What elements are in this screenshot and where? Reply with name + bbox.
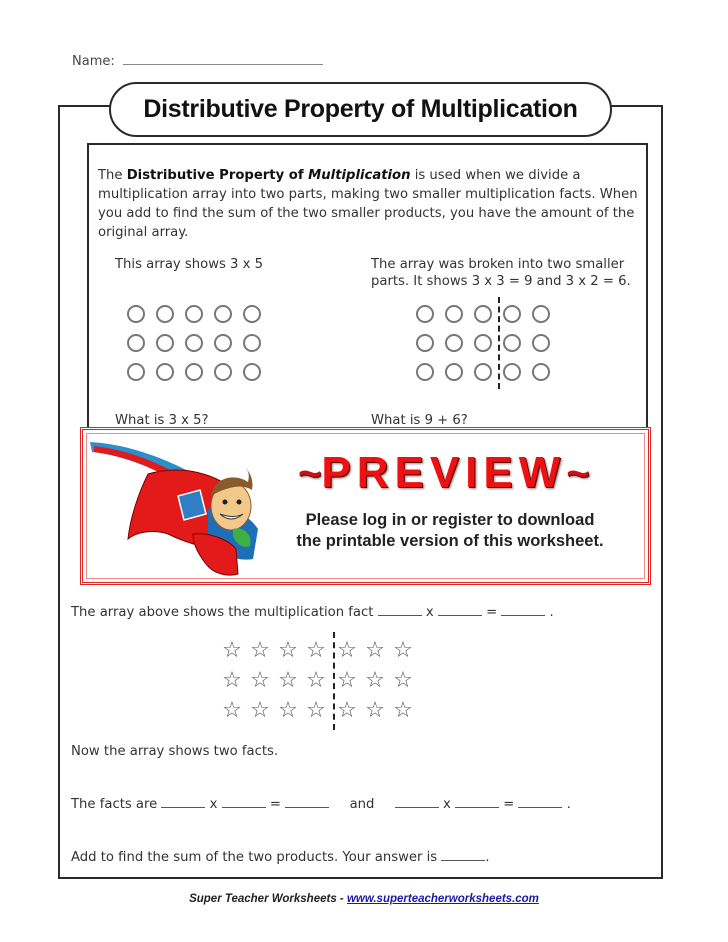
question-4 — [71, 849, 490, 865]
circle-icon — [156, 363, 174, 381]
circle-icon — [185, 334, 203, 352]
intro-bold-term: Distributive Property of — [126, 168, 309, 183]
circle-icon — [474, 363, 492, 381]
circle-icon — [503, 305, 521, 323]
circle-icon — [416, 363, 434, 381]
times-sign: x — [442, 797, 451, 812]
star-icon: ☆ — [250, 698, 270, 723]
footer-link[interactable]: www.superteacherworksheets.com — [346, 893, 539, 905]
outer-frame-top-left — [58, 105, 113, 107]
equals-sign: = — [269, 797, 281, 812]
answer-blank[interactable] — [501, 604, 545, 616]
star-divider-line — [333, 632, 335, 730]
tilde-right-icon: ~ — [566, 452, 590, 496]
left-example-question: What is 3 x 5? — [115, 413, 209, 425]
circle-icon — [214, 334, 232, 352]
right-example-caption-2: parts. It shows 3 x 3 = 9 and 3 x 2 = 6. — [371, 274, 631, 289]
name-label: Name: — [72, 54, 115, 69]
period: . — [566, 797, 571, 812]
preview-message-line-1: Please log in or register to download — [305, 511, 595, 529]
right-example-caption-1: The array was broken into two smaller — [371, 257, 625, 272]
intro-paragraph — [98, 166, 638, 242]
answer-blank[interactable] — [438, 604, 482, 616]
star-icon: ☆ — [250, 638, 270, 663]
answer-blank[interactable] — [441, 849, 485, 861]
intro-suffix: is used when we divide a multiplication array into two parts, making two smaller multiplication facts. When you add to find the sum of the two smaller products, you have the amount of the original array. — [98, 168, 638, 240]
star-icon: ☆ — [365, 668, 385, 693]
answer-blank[interactable] — [518, 796, 562, 808]
outer-frame-top-right — [608, 105, 663, 107]
circle-icon — [532, 334, 550, 352]
times-sign: x — [209, 797, 218, 812]
star-icon: ☆ — [365, 638, 385, 663]
circle-icon — [532, 305, 550, 323]
question-1 — [71, 604, 554, 620]
star-icon: ☆ — [278, 668, 298, 693]
preview-message-line-2: the printable version of this worksheet. — [296, 532, 604, 550]
equals-sign: = — [486, 605, 498, 620]
period: . — [549, 605, 554, 620]
answer-blank[interactable] — [222, 796, 266, 808]
circle-icon — [243, 334, 261, 352]
question-2: Now the array shows two facts. — [71, 744, 279, 759]
star-icon: ☆ — [306, 668, 326, 693]
star-icon: ☆ — [337, 638, 357, 663]
circle-icon — [474, 334, 492, 352]
circle-icon — [156, 305, 174, 323]
preview-title — [298, 448, 590, 498]
preview-word: PREVIEW — [321, 448, 567, 497]
answer-blank[interactable] — [455, 796, 499, 808]
star-icon: ☆ — [222, 698, 242, 723]
right-circle-array-left-part — [416, 305, 494, 383]
footer-brand: Super Teacher Worksheets - — [189, 893, 347, 905]
star-icon: ☆ — [393, 668, 413, 693]
circle-icon — [416, 305, 434, 323]
star-icon: ☆ — [306, 638, 326, 663]
circle-icon — [185, 305, 203, 323]
right-example-question: What is 9 + 6? — [371, 413, 468, 425]
circle-icon — [127, 305, 145, 323]
star-icon: ☆ — [278, 638, 298, 663]
circle-icon — [503, 363, 521, 381]
answer-blank[interactable] — [285, 796, 329, 808]
circle-icon — [503, 334, 521, 352]
and-word: and — [349, 797, 375, 812]
star-icon: ☆ — [222, 668, 242, 693]
circle-icon — [474, 305, 492, 323]
circle-icon — [416, 334, 434, 352]
superhero-mascot-icon — [88, 434, 288, 579]
circle-icon — [445, 334, 463, 352]
star-icon: ☆ — [337, 698, 357, 723]
period: . — [485, 850, 490, 865]
intro-prefix: The — [98, 168, 127, 183]
array-divider-line — [498, 297, 500, 389]
star-icon: ☆ — [306, 698, 326, 723]
circle-icon — [445, 305, 463, 323]
circle-icon — [532, 363, 550, 381]
circle-icon — [185, 363, 203, 381]
name-row — [72, 52, 323, 69]
circle-icon — [243, 305, 261, 323]
right-circle-array-right-part — [503, 305, 552, 383]
star-array-left-part — [222, 639, 326, 723]
intro-bold-italic-term: Multiplication — [308, 168, 411, 183]
footer — [0, 893, 728, 905]
left-example-caption: This array shows 3 x 5 — [115, 257, 264, 272]
page-title: Distributive Property of Multiplication — [143, 95, 578, 123]
star-icon: ☆ — [393, 698, 413, 723]
question-3-text: The facts are — [71, 797, 158, 812]
circle-icon — [243, 363, 261, 381]
question-1-text: The array above shows the multiplication fact — [71, 605, 374, 620]
title-pill — [109, 82, 612, 137]
answer-blank[interactable] — [161, 796, 205, 808]
circle-icon — [214, 305, 232, 323]
circle-icon — [127, 363, 145, 381]
circle-icon — [156, 334, 174, 352]
star-icon: ☆ — [250, 668, 270, 693]
star-icon: ☆ — [393, 638, 413, 663]
name-field[interactable] — [123, 52, 323, 65]
times-sign: x — [425, 605, 434, 620]
star-icon: ☆ — [222, 638, 242, 663]
answer-blank[interactable] — [378, 604, 422, 616]
left-circle-array — [127, 305, 263, 383]
question-4-text: Add to find the sum of the two products. Your answer is — [71, 850, 438, 865]
star-array-right-part — [337, 639, 413, 723]
circle-icon — [214, 363, 232, 381]
circle-icon — [127, 334, 145, 352]
tilde-left-icon: ~ — [298, 452, 322, 496]
answer-blank[interactable] — [395, 796, 439, 808]
star-icon: ☆ — [337, 668, 357, 693]
circle-icon — [445, 363, 463, 381]
question-3 — [71, 796, 571, 812]
star-icon: ☆ — [365, 698, 385, 723]
star-icon: ☆ — [278, 698, 298, 723]
equals-sign: = — [503, 797, 515, 812]
preview-message — [285, 510, 615, 552]
